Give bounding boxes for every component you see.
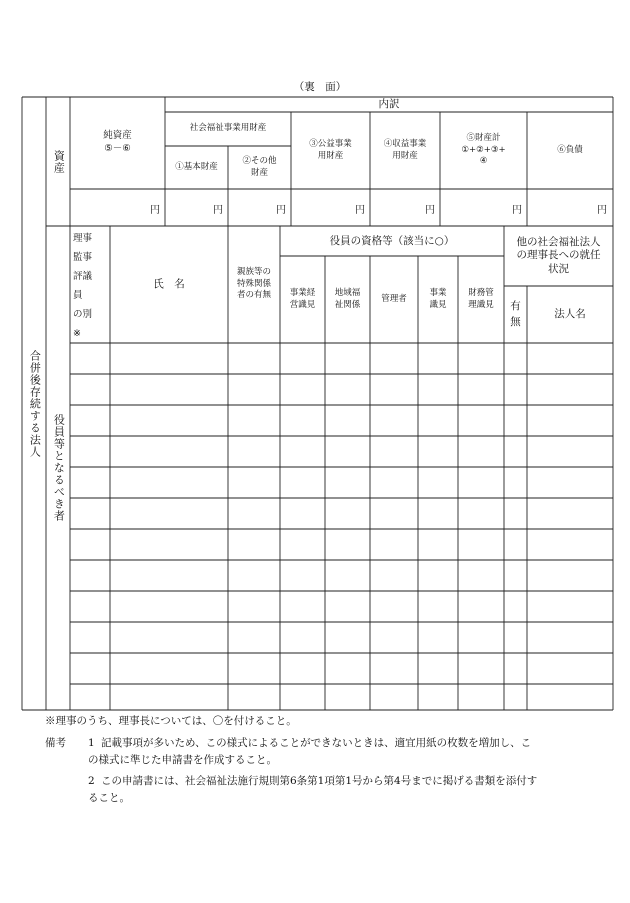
other-assets-line2: 財産 [250, 167, 268, 178]
qualification-financial-mgmt [458, 256, 504, 343]
other-header-line3: 状況 [548, 262, 569, 275]
remark-2-line1: この申請書には、社会福祉法施行規則第6条第1項第1号から第4号までに掲げる書類を添付す [101, 775, 538, 787]
total-assets-line1: ⑤財産計 [466, 133, 501, 144]
yen-net-assets: 円 [150, 205, 160, 216]
other-header-line2: の理事長への就任 [516, 249, 601, 262]
total-assets-header [440, 112, 527, 189]
yen-public-assets: 円 [355, 205, 365, 216]
q2-line1: 地域福 [334, 288, 361, 299]
has-line1: 有 [510, 299, 521, 312]
q1-line2: 営識見 [289, 299, 316, 310]
remark-1-line2: の様式に準じた申請書を作成すること。 [88, 754, 277, 766]
role-line-4: 員 [73, 290, 83, 301]
name-column-header: 氏 名 [153, 278, 185, 291]
total-assets-line2: ①+②+③+ [461, 144, 506, 155]
has-line2: 無 [510, 315, 521, 328]
basic-assets-header: ①基本財産 [175, 161, 218, 172]
qualification-community-welfare [325, 256, 370, 343]
yen-profit-assets: 円 [425, 205, 435, 216]
other-assets-header [228, 146, 291, 189]
q1-line1: 事業経 [289, 288, 316, 299]
remarks-label: 備考 [45, 737, 66, 749]
total-assets-line3: ④ [479, 156, 488, 167]
role-column-header [73, 229, 109, 343]
surviving-corporation-label: 合併後存続する法人 [28, 349, 42, 458]
qualification-header: 役員の資格等（該当に○） [329, 234, 455, 247]
officers-section-label: 役員等となるべき者 [52, 414, 66, 522]
q4-line2: 識見 [429, 299, 447, 310]
breakdown-header: 内訳 [378, 98, 400, 111]
net-assets-line2: ⑤－⑥ [104, 143, 131, 154]
relatives-line1: 親族等の [236, 267, 271, 278]
other-assets-line1: ②その他 [242, 156, 277, 167]
relatives-line2: 特殊関係 [236, 278, 271, 289]
profit-assets-line2: 用財産 [392, 150, 418, 161]
q5-line1: 財務管 [468, 288, 494, 299]
role-line-1: 理事 [73, 233, 93, 244]
public-assets-header [291, 112, 370, 189]
social-welfare-assets-header: 社会福祉事業用財産 [189, 123, 267, 134]
profit-assets-line1: ④収益事業 [383, 139, 427, 150]
liabilities-header: ⑥負債 [557, 144, 583, 155]
qualification-manager: 管理者 [381, 293, 407, 304]
corporation-name-column-header: 法人名 [554, 308, 586, 321]
public-assets-line2: 用財産 [317, 150, 344, 161]
remark-2-line2: ること。 [88, 792, 130, 804]
page-header: （裏 面） [293, 80, 347, 93]
net-assets-header [70, 97, 165, 189]
other-corp-chair-header [504, 226, 613, 286]
q4-line1: 事業 [429, 288, 447, 299]
profit-assets-header [370, 112, 440, 189]
role-line-3: 評議 [73, 271, 93, 282]
remark-1-number: 1 [88, 737, 95, 749]
remark-1-line1: 記載事項が多いため、この様式によることができないときは、適宜用紙の枚数を増加し、こ [101, 737, 532, 749]
qualification-business-insight [418, 256, 458, 343]
asterisk-note: ※理事のうち、理事長については、〇を付けること。 [45, 715, 297, 727]
other-header-line1: 他の社会福祉法人 [516, 235, 601, 248]
role-line-6: ※ [73, 328, 81, 339]
q5-line2: 理識見 [468, 299, 494, 310]
qualification-business-mgmt [280, 256, 325, 343]
role-line-5: の別 [73, 309, 93, 320]
yen-other-assets: 円 [276, 205, 286, 216]
has-or-not-column-header [504, 286, 527, 343]
net-assets-line1: 純資産 [103, 130, 132, 142]
yen-total-assets: 円 [512, 205, 522, 216]
remark-2-number: 2 [88, 775, 95, 787]
assets-section-label: 資産 [52, 149, 66, 174]
relatives-line3: 者の有無 [236, 290, 271, 301]
role-line-2: 監事 [73, 252, 93, 263]
q2-line2: 祉関係 [334, 299, 361, 310]
yen-basic-assets: 円 [213, 205, 223, 216]
yen-liabilities: 円 [597, 205, 607, 216]
public-assets-line1: ③公益事業 [309, 139, 352, 150]
relatives-column-header [228, 226, 280, 343]
